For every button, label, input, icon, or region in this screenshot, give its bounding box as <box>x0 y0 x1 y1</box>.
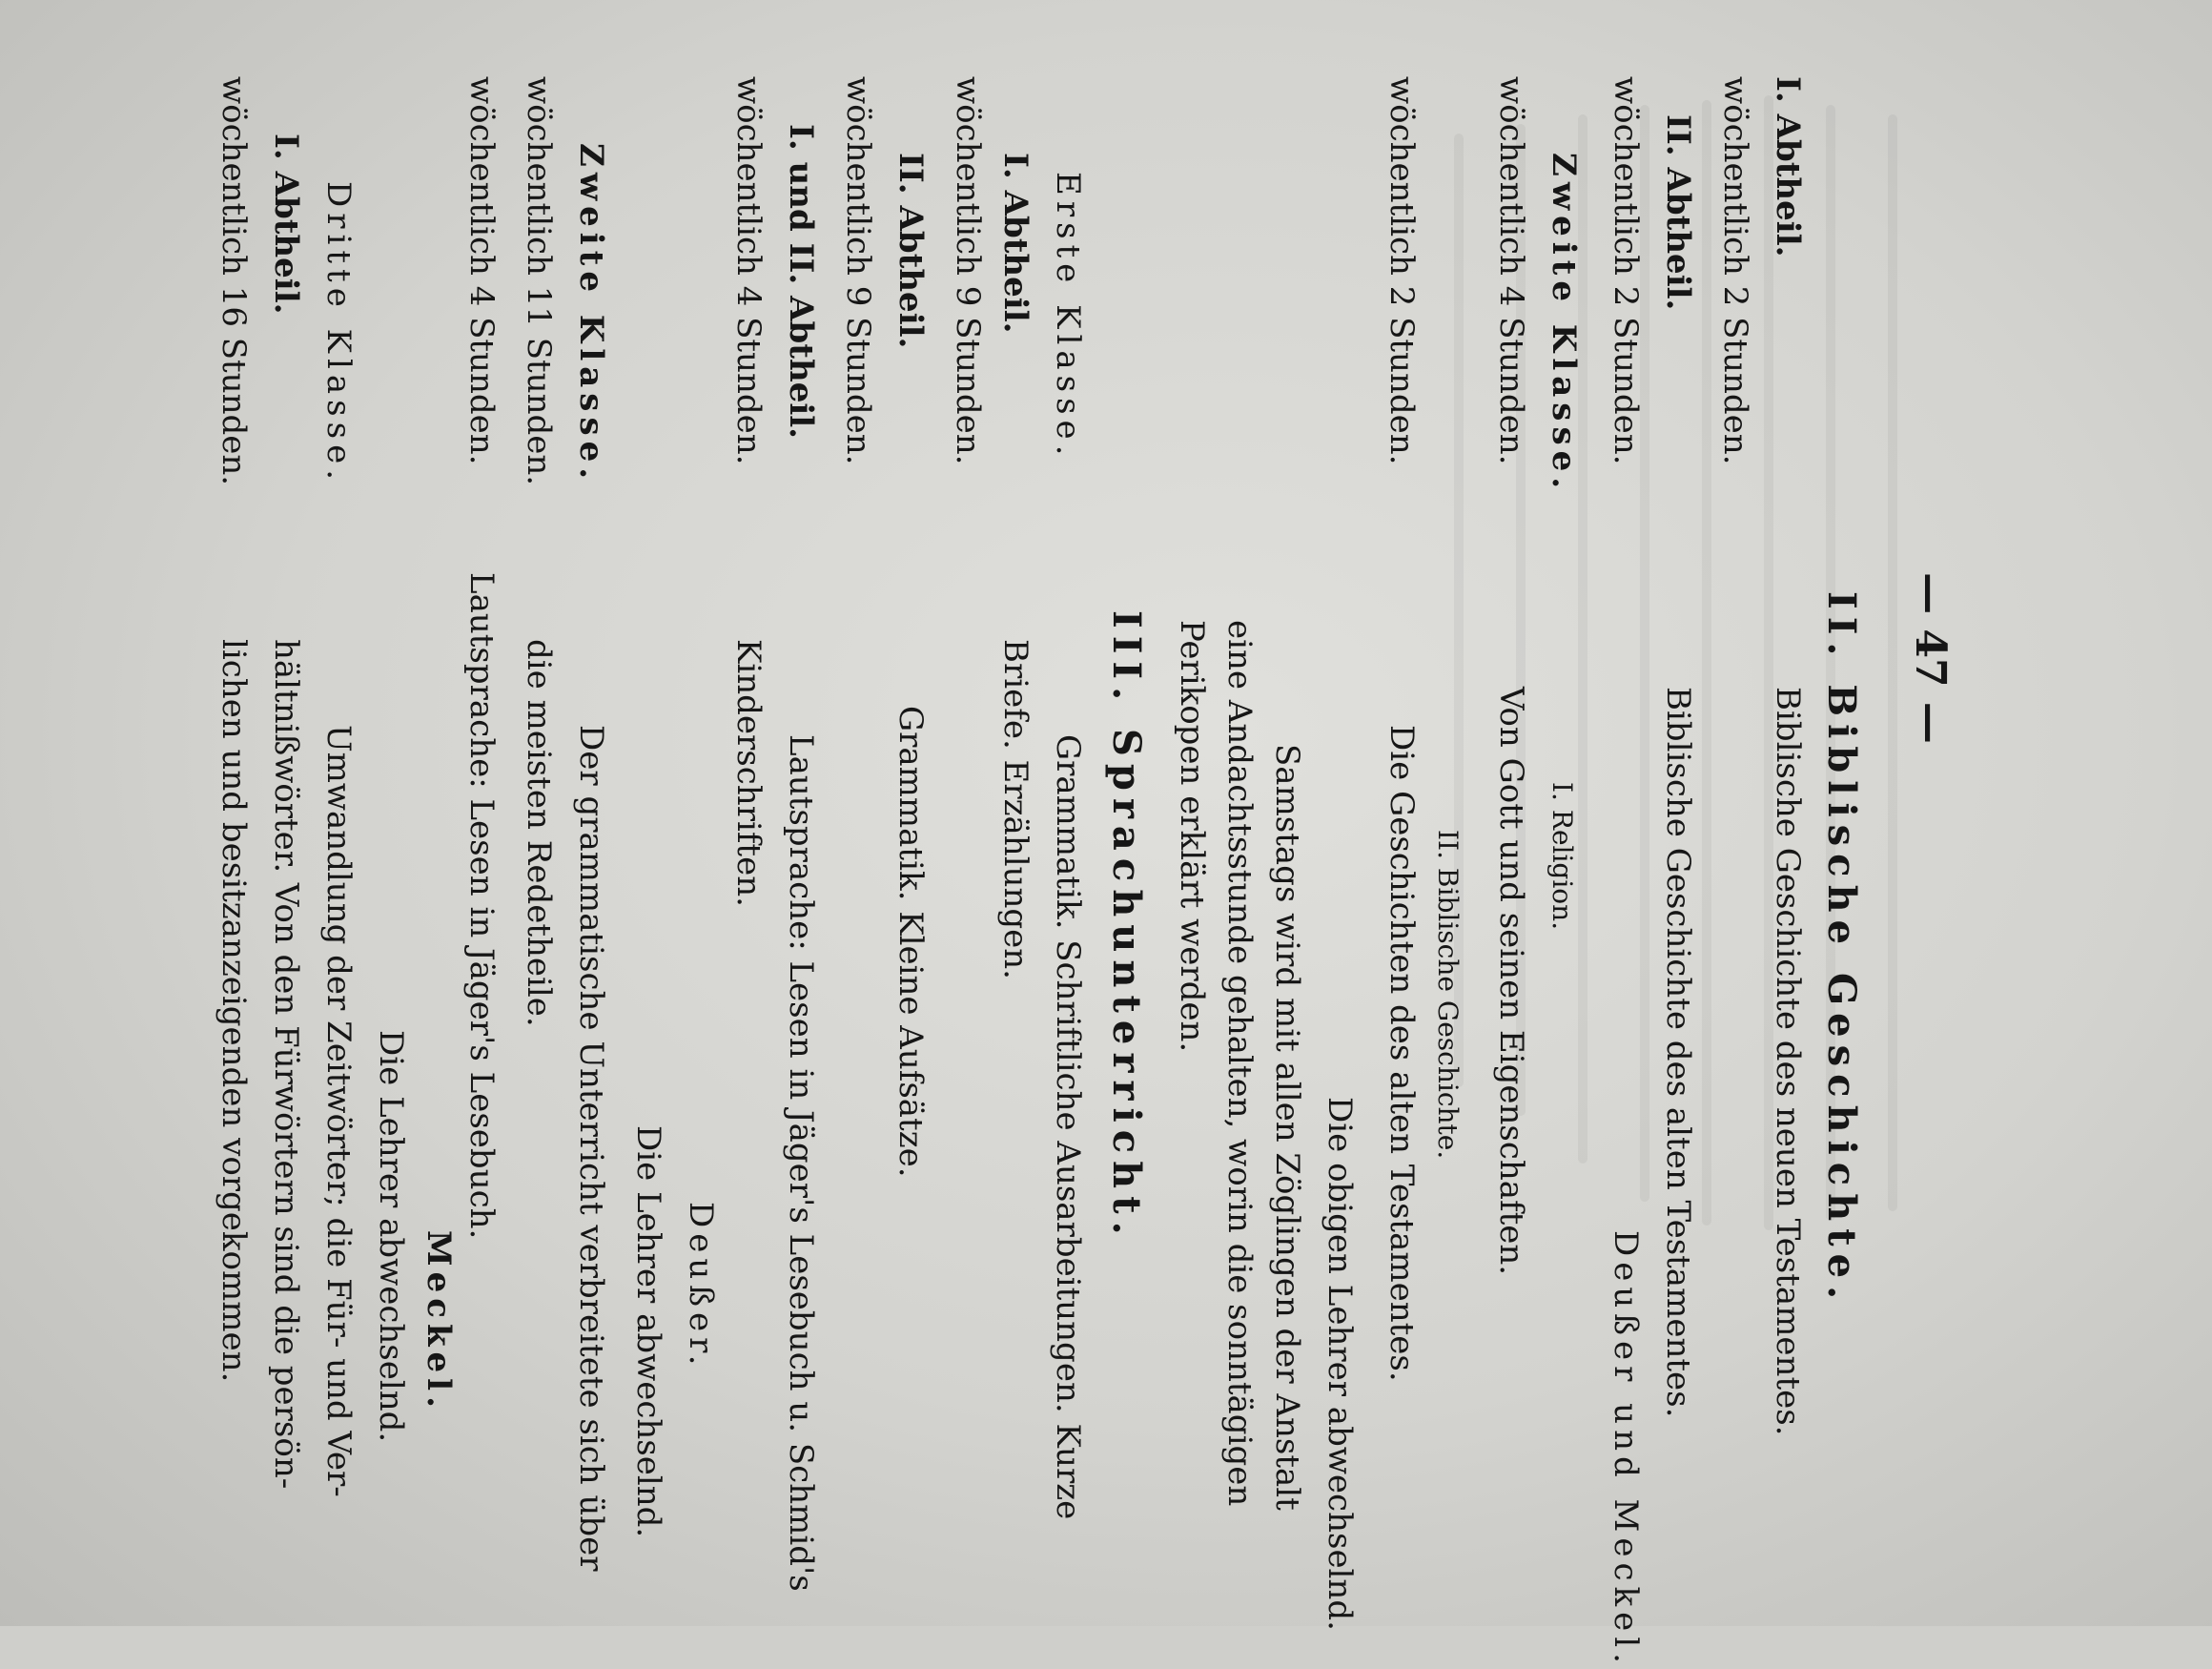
body-line: eine Andachtsstunde gehalten, worin die sonntägigen <box>1220 620 1259 1507</box>
section-title: II. Biblische Geschichte. <box>1819 591 1864 1308</box>
teacher-note: Die obigen Lehrer abwechselnd. <box>1321 1097 1359 1631</box>
left-label: I. Abtheil. <box>1769 76 1807 258</box>
body-line: Briefe. Erzählungen. <box>996 639 1034 979</box>
left-label: wöchentlich 9 Stunden. <box>949 76 987 465</box>
class-heading: Zweite Klasse. <box>572 143 610 485</box>
body-line: Die Geschichten des alten Testamentes. <box>1382 725 1421 1382</box>
body-line: die meisten Redetheile. <box>520 639 558 1027</box>
body-line: Perikopen erklärt werden. <box>1173 620 1211 1053</box>
subheading: II. Biblische Geschichte. <box>1432 830 1464 1160</box>
teacher-name: Deußer. <box>682 1202 720 1371</box>
left-label: II. Abtheil. <box>891 153 930 349</box>
left-label: wöchentlich 11 Stunden. <box>520 76 558 486</box>
body-line: Von Gott und seinen Eigenschaften. <box>1492 687 1530 1276</box>
body-line: Lautsprache: Lesen in Jäger's Lesebuch u. Schmid's <box>782 734 820 1592</box>
left-label: wöchentlich 16 Stunden. <box>215 76 253 486</box>
body-line: Umwandlung der Zeitwörter; die Für- und Ver- <box>319 725 358 1497</box>
body-line: lichen und besitzanzeigenden vorgekommen. <box>215 639 253 1383</box>
body-line: Grammatik. Schriftliche Ausarbeitungen. Kurze <box>1049 734 1087 1520</box>
class-heading: Erste Klasse. <box>1049 172 1087 462</box>
body-line: Biblische Geschichte des neuen Testamentes. <box>1769 687 1807 1436</box>
class-heading: Zweite Klasse. <box>1545 153 1583 495</box>
body-line: Der grammatische Unterricht verbreitete sich über <box>572 725 610 1572</box>
teacher-name: Deußer und Meckel. <box>1607 1230 1645 1669</box>
left-label: wöchentlich 4 Stunden. <box>729 76 768 465</box>
body-line: Biblische Geschichte des alten Testamentes. <box>1659 687 1697 1418</box>
subheading: I. Religion. <box>1546 782 1578 931</box>
left-label: wöchentlich 9 Stunden. <box>839 76 877 465</box>
body-line: Samstags wird mit allen Zöglingen der Anstalt <box>1268 744 1306 1511</box>
left-label: wöchentlich 2 Stunden. <box>1607 76 1645 465</box>
teacher-note: Die Lehrer abwechselnd. <box>629 1125 667 1538</box>
left-label: II. Abtheil. <box>1659 114 1697 311</box>
class-heading: Dritte Klasse. <box>319 181 358 486</box>
left-label: wöchentlich 4 Stunden. <box>462 76 501 465</box>
body-line: hältnißwörter. Von den Fürwörtern sind die persön- <box>267 639 305 1490</box>
body-line: Grammatik. Kleine Aufsätze. <box>891 706 930 1178</box>
left-label: I. Abtheil. <box>996 153 1034 334</box>
document-page <box>143 76 2002 1669</box>
section-title: III. Sprachunterricht. <box>1104 610 1149 1243</box>
left-label: wöchentlich 2 Stunden. <box>1382 76 1421 465</box>
left-label: wöchentlich 4 Stunden. <box>1492 76 1530 465</box>
teacher-note: Die Lehrer abwechselnd. <box>372 1030 410 1443</box>
left-label: wöchentlich 2 Stunden. <box>1716 76 1754 465</box>
page-number: — 47 — <box>1906 572 1955 744</box>
left-label: I. Abtheil. <box>267 134 305 315</box>
left-label: I. und II. Abtheil. <box>782 124 820 439</box>
body-line: Lautsprache: Lesen in Jäger's Lesebuch. <box>462 572 501 1240</box>
body-line: Kinderschriften. <box>729 639 768 907</box>
teacher-name: Meckel. <box>420 1230 458 1413</box>
